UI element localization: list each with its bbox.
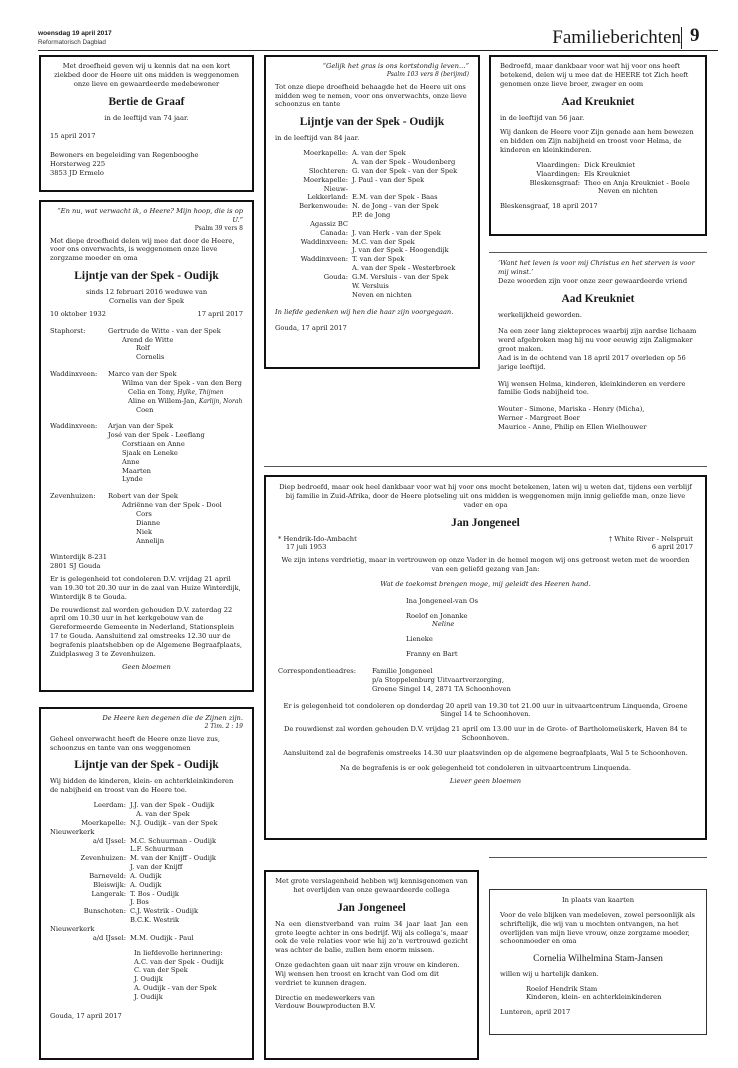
signature-line: Werner - Margreet Boer	[498, 414, 580, 423]
family-group	[50, 492, 243, 545]
life-dates	[278, 543, 693, 552]
relative-name: M.C. van der Spek	[352, 237, 415, 246]
relative-place: Moerkapelle:	[303, 149, 348, 158]
family-member: Adriënne van der Spek - Dool	[122, 501, 222, 510]
notice-text: Voor de vele blijken van medeleven, zowel persoonlijk als schriftelijk, die wij van u mochten ontvangen, na het overlijden van mijn lieve vrouw, onze zorgzame moeder, schoonmoeder en oma	[500, 910, 695, 946]
funeral-service-info: De rouwdienst zal worden gehouden D.V. vrijdag 21 april om 13.00 uur in de Grote- of Bartholomeüskerk, Haven 84 te Schoonhoven.	[283, 725, 688, 743]
after-burial-info: Na de begrafenis is er ook gelegenheid tot condoleren in uitvaartcentrum Linquenda.	[339, 763, 632, 772]
signature-line: Roelof Hendrik Stam	[526, 984, 598, 993]
family-place: Staphorst:	[50, 326, 86, 335]
family-member: Roelof en Jonanke	[406, 611, 468, 620]
notice-age: in de leeftijd van 84 jaar.	[275, 134, 360, 143]
relative-name: J. Bos	[130, 898, 149, 907]
relative-place: Leerdam:	[93, 801, 126, 810]
family-member: Cornelis	[136, 353, 165, 362]
relative-place: a/d IJssel:	[92, 933, 126, 942]
address-line: Familie Jongeneel	[372, 667, 433, 676]
relative-name: C.J. Westrik - Oudijk	[130, 907, 199, 916]
notice-intro: Tot onze diepe droefheid behaagde het de Heere uit ons midden weg te nemen, voor ons onverwachts, onze lieve schoonzus en tante	[275, 82, 467, 109]
signature-line: Kinderen, klein- en achterkleinkinderen	[526, 993, 662, 1002]
notice-lijntje-family	[39, 200, 254, 692]
signature-line: Bewoners en begeleiding van Regenbooghe	[50, 151, 199, 160]
family-member: Aline en Willem-Jan,	[128, 396, 197, 405]
relative-name: T. van der Spek	[352, 255, 405, 264]
column-divider	[264, 466, 707, 467]
family-member: Ina Jongeneel-van Os	[406, 596, 479, 605]
signature-line: Maurice - Anne, Philip en Ellen Wielhouwer	[498, 423, 647, 432]
notice-stam-jansen-thanks	[489, 889, 707, 1035]
relatives-list	[50, 801, 243, 943]
memory-list	[50, 949, 243, 1002]
deceased-name: Bertie de Graaf	[108, 95, 185, 108]
issue-date: woensdag 19 april 2017	[38, 30, 112, 37]
relative-name: J. van der Spek - Hoogendijk	[352, 246, 449, 255]
relative-name: M.C. Schuurman - Oudijk	[130, 836, 217, 845]
funeral-service-info: De rouwdienst zal worden gehouden D.V. zaterdag 22 april om 10.30 uur in het kerkgebouw van de Gereformeerde Gemeente in Nederland, Stationsplein 17 te Gouda. Aansluitend zal omstreeks 12.30 uur de begrafenis plaatshebben op de Algemene Begraafplaats, Zuidplasweg 3 te Zevenhuizen.	[50, 605, 243, 658]
closing-note: Geen bloemen	[122, 662, 171, 671]
notice-age: in de leeftijd van 74 jaar.	[104, 113, 189, 122]
relative-place: Agassiz BC	[310, 219, 348, 228]
relative-place: Bunschoten:	[83, 907, 126, 916]
family-group	[50, 370, 243, 414]
deceased-name: Jan Jongeneel	[451, 516, 520, 529]
relative-name: Theo en Anja Kreukniet - Boele	[584, 178, 690, 187]
notice-text: Na een dienstverband van ruim 34 jaar laat Jan een grote leegte achter in ons bedrijf. Wij als collega’s, maar ook de vele relaties voor wie hij zo’n vertrouwd gezicht was achter de balie, zullen hem enorm missen.	[275, 919, 468, 955]
relative-name: N. de Jong - van der Spek	[352, 202, 439, 211]
relatives-list	[500, 161, 696, 196]
relative-name: J. van Herk - van der Spek	[352, 228, 441, 237]
notice-place-date: Lunteren, april 2017	[500, 1008, 571, 1017]
page-number: 9	[690, 25, 700, 46]
relative-place: Moerkapelle:	[303, 175, 348, 184]
notice-signature: Gouda, 17 april 2017	[275, 324, 347, 333]
relative-place: Bleskensgraaf:	[529, 178, 580, 187]
deceased-name: Lijntje van der Spek - Oudijk	[74, 759, 219, 772]
death-date: 6 april 2017	[651, 543, 693, 552]
notice-intro: Diep bedroefd, maar ook heel dankbaar voor wat hij voor ons mocht betekenen, laten wij u weten dat, tijdens een verblijf bij familie in Zuid-Afrika, door de Heere plotseling uit ons midden is weggenomen mijn innig geliefde man, onze lieve vader en opa	[279, 483, 692, 509]
relative-place: Nieuw-	[323, 184, 348, 193]
signature-line: Wouter - Simone, Mariska - Henry (Micha),	[498, 405, 645, 414]
relative-name: J. Paul - van der Spek	[352, 175, 425, 184]
family-list	[278, 597, 693, 659]
notice-signature: Gouda, 17 april 2017	[50, 1011, 122, 1020]
family-member: Dianne	[136, 518, 161, 527]
relative-place: Barneveld:	[89, 871, 126, 880]
family-member: Neline	[432, 620, 455, 629]
relative-name: J. van der Knijff	[130, 863, 183, 872]
relative-name: Neven en nichten	[598, 187, 658, 196]
family-member: Annelijn	[136, 536, 165, 545]
family-member: Corstiaan en Anne	[122, 440, 185, 449]
notice-age: in de leeftijd van 56 jaar.	[500, 113, 585, 122]
life-dates	[50, 310, 243, 319]
address-line: p/a Stoppelenburg Uitvaartverzorging,	[372, 675, 504, 684]
signature-line: 3853 JD Ermelo	[50, 168, 104, 177]
notice-text: Wij wensen Helma, kinderen, kleinkinderen en verdere familie Gods nabijheid toe.	[498, 379, 686, 397]
deceased-name: Jan Jongeneel	[337, 901, 406, 914]
family-member: Lieneke	[406, 635, 433, 644]
notice-intro: Met grote verslagenheid hebben wij kennisgenomen van het overlijden van onze gewaardeerde collega	[275, 877, 468, 894]
deceased-name: Aad Kreukniet	[561, 292, 635, 305]
family-member: Celia en Tony,	[128, 387, 176, 396]
memory-name: J. Oudijk	[134, 975, 163, 984]
burial-info: Aansluitend zal de begrafenis omstreeks 14.30 uur plaatsvinden op de algemene begraafplaats, Wal 5 te Schoonhoven.	[283, 748, 688, 757]
relative-place: a/d IJssel:	[92, 836, 126, 845]
relative-name: W. Versluis	[352, 281, 389, 290]
relative-name: A. van der Spek - Woudenberg	[352, 158, 456, 167]
notice-intro: Geheel onverwacht heeft de Heere onze lieve zus, schoonzus en tante van ons weggenomen	[50, 734, 220, 752]
memory-name: C. van der Spek	[134, 966, 188, 975]
widow-of: sinds 12 februari 2016 weduwe van	[85, 288, 208, 297]
family-member: Anne	[122, 457, 140, 466]
quote-reference: Psalm 39 vers 8	[194, 224, 243, 232]
family-member: Sjaak en Leneke	[122, 448, 178, 457]
notice-text: Wij bidden de kinderen, klein- en achterkleinkinderen de nabijheid en troost van de Heere toe.	[50, 777, 234, 795]
address-line: 2801 SJ Gouda	[50, 562, 101, 571]
birth-place: * Hendrik-Ido-Ambacht	[278, 534, 357, 543]
family-member: Cors	[136, 510, 152, 519]
death-place: † White River - Nelspruit	[608, 534, 693, 543]
relative-name: P.P. de Jong	[352, 211, 391, 220]
deceased-name: Lijntje van der Spek - Oudijk	[299, 116, 445, 129]
header-rule	[38, 50, 718, 51]
family-group	[50, 327, 243, 362]
notice-date: 15 april 2017	[50, 132, 96, 141]
notice-jan-jongeneel-colleagues	[264, 870, 479, 1060]
family-member: Niek	[136, 527, 153, 536]
notice-text: Na een zeer lang ziekteproces waarbij zijn aardse lichaam werd afgebroken mag hij nu voor eeuwig zijn Zaligmaker groot maken.	[498, 327, 697, 354]
deceased-name: Cornelia Wilhelmina Stam-Jansen	[533, 954, 663, 965]
family-member: Coen	[136, 405, 154, 414]
relative-place: Slochteren:	[308, 166, 348, 175]
newspaper-name: Reformatorisch Dagblad	[38, 38, 106, 46]
notice-bertie-de-graaf	[39, 55, 254, 192]
relative-place: Nieuwerkerk	[50, 827, 95, 836]
family-member: Lynde	[122, 475, 143, 484]
family-member: Wilma van der Spek - van den Berg	[122, 378, 242, 387]
notice-signature	[50, 151, 243, 178]
quote-reference: 2 Tim. 2 : 19	[204, 722, 243, 730]
notice-lijntje-siblings	[39, 707, 254, 1060]
relative-name: Dick Kreukniet	[584, 160, 636, 169]
notice-intro: Met diepe droefheid delen wij mee dat door de Heere, voor ons onverwachts, is weggenomen onze lieve zorgzame moeder en oma	[50, 236, 235, 263]
family-place: Waddinxveen:	[50, 370, 98, 379]
relative-place: Langerak:	[91, 889, 126, 898]
relative-name: N.J. Oudijk - van der Spek	[130, 818, 218, 827]
relative-place: Canada:	[320, 228, 348, 237]
family-member: Maarten	[122, 466, 151, 475]
death-date: 17 april 2017	[197, 309, 243, 318]
relative-place: Vlaardingen:	[536, 160, 580, 169]
family-place: Waddinxveen:	[50, 422, 98, 431]
notice-text: We zijn intens verdrietig, maar in vertrouwen op onze Vader in de hemel mogen wij ons getroost weten met de woorden van een geliefd gezang van Jan:	[281, 556, 690, 574]
relative-name: G. van der Spek - van der Spek	[352, 166, 458, 175]
family-member: José van der Spek - Leeflang	[108, 431, 205, 440]
relative-name: E.M. van der Spek - Baas	[352, 193, 438, 202]
page-header-left	[38, 30, 112, 47]
address-line: Winterdijk 8-231	[50, 553, 107, 562]
family-member: Rolf	[136, 344, 150, 353]
correspondence-address	[278, 667, 693, 694]
family-member: Robert van der Spek	[108, 492, 178, 501]
relative-name: A. van der Spek	[352, 149, 406, 158]
memory-name: J. Oudijk	[134, 992, 163, 1001]
grandchildren: Karlijn, Norah	[198, 397, 243, 405]
relative-name: Neven en nichten	[352, 290, 412, 299]
signature-line: Verdouw Bouwproducten B.V.	[275, 1002, 376, 1011]
notice-jan-jongeneel-family	[264, 475, 707, 840]
bible-quote: “En nu, wat verwacht ik, o Heere? Mijn hoop, die is op U.”	[57, 207, 243, 224]
family-place: Zevenhuizen:	[50, 492, 96, 501]
notice-text: Onze gedachten gaan uit naar zijn vrouw en kinderen. Wij wensen hen troost en kracht van God om dit verdriet te kunnen dragen.	[275, 961, 460, 987]
notice-signature	[498, 405, 698, 432]
family-member: Franny en Bart	[406, 650, 458, 659]
notice-aad-kreukniet-friends	[489, 252, 707, 454]
memory-name: A.C. van der Spek - Oudijk	[134, 957, 224, 966]
relative-name: A. van der Spek - Westerbroek	[352, 264, 456, 273]
relative-place: Lekkerland:	[307, 193, 348, 202]
notice-text: werkelijkheid geworden.	[498, 310, 582, 319]
relative-place: Berkenwoude:	[299, 202, 348, 211]
relative-place: Waddinxveen:	[300, 255, 348, 264]
header-divider	[681, 27, 682, 49]
notice-intro: Deze woorden zijn voor onze zeer gewaardeerde vriend	[498, 276, 688, 285]
relative-name: Els Kreukniet	[584, 169, 631, 178]
bible-quote: De Heere ken degenen die de Zijnen zijn.	[102, 714, 243, 722]
address-line: Groene Singel 14, 2871 TA Schoonhoven	[372, 684, 511, 693]
quote-reference: Psalm 103 vers 8 (berijmd)	[386, 70, 469, 78]
notice-signature	[275, 994, 468, 1012]
grandchildren: Hylke, Thijmen	[177, 388, 224, 396]
memorial-line: In liefde gedenken wij hen die haar zijn voorgegaan.	[275, 307, 454, 316]
section-title: Familieberichten	[552, 27, 681, 48]
signature-line: Horsterweg 225	[50, 160, 106, 169]
relative-place: Nieuwerkerk	[50, 924, 95, 933]
deceased-name: Lijntje van der Spek - Oudijk	[74, 270, 219, 283]
notice-signature	[500, 985, 696, 1003]
birth-date: 17 juli 1953	[286, 543, 327, 552]
notice-text: Wij danken de Heere voor Zijn genade aan hem bewezen en bidden om Zijn nabijheid en troost voor Helma, de kinderen en kleinkinderen.	[500, 128, 694, 155]
column-divider	[489, 857, 707, 858]
family-member: Arjan van der Spek	[108, 422, 174, 431]
condolence-info: Er is gelegenheid tot condoleren D.V. vrijdag 21 april van 19.30 tot 20.30 uur in de zaal van Huize Winterdijk, Winterdijk 8 te Gouda.	[50, 575, 241, 601]
relative-name: A. Oudijk	[130, 880, 162, 889]
bible-quote: “Gelijk het gras is ons kortstondig leven…”	[322, 62, 469, 70]
relative-name: G.M. Versluis - van der Spek	[352, 272, 449, 281]
relatives-list	[275, 149, 469, 299]
relative-name: J.J. van der Spek - Oudijk	[130, 801, 215, 810]
relative-place: Moerkapelle:	[81, 818, 126, 827]
notice-lijntje-inlaws	[264, 55, 480, 369]
notice-intro: Bedroefd, maar dankbaar voor wat hij voor ons heeft betekend, delen wij u mee dat de HEERE tot Zich heeft genomen onze lieve broer, zwager en oom	[500, 62, 689, 88]
family-member: Gertrude de Witte - van der Spek	[108, 326, 221, 335]
birth-date: 10 oktober 1932	[50, 309, 107, 318]
notice-text: Aad is in de ochtend van 18 april 2017 overleden op 56 jarige leeftijd.	[498, 353, 686, 371]
notice-text: willen wij u hartelijk danken.	[500, 969, 599, 978]
relative-name: A. Oudijk	[130, 871, 162, 880]
relative-name: A. van der Spek	[136, 810, 190, 819]
relative-name: B.C.K. Westrik	[130, 916, 180, 925]
relative-name: T. Bos - Oudijk	[130, 889, 179, 898]
hymn-quote: Wat de toekomst brengen moge, mij geleidt des Heeren hand.	[380, 579, 591, 588]
relative-place: Vlaardingen:	[536, 169, 580, 178]
relative-place: Gouda:	[323, 272, 348, 281]
condolence-info: Er is gelegenheid tot condoleren op donderdag 20 april van 19.30 tot 21.00 uur in uitvaartcentrum Linquenda, Groene Singel 14 te Schoonhoven.	[283, 701, 688, 719]
bible-quote: ‘Want het leven is voor mij Christus en het sterven is voor mij winst.’	[498, 259, 695, 276]
notice-signature: Bleskensgraaf, 18 april 2017	[500, 202, 598, 211]
signature-line: Directie en medewerkers van	[275, 993, 375, 1002]
memory-title: In liefdevolle herinnering:	[134, 948, 223, 957]
relative-name: L.F. Schuurman	[130, 845, 184, 854]
spouse-name: Cornelis van der Spek	[108, 297, 185, 306]
deceased-name: Aad Kreukniet	[561, 95, 635, 108]
relative-place: Bleiswijk:	[93, 880, 126, 889]
notice-heading: In plaats van kaarten	[561, 896, 635, 904]
relative-place: Waddinxveen:	[300, 237, 348, 246]
address-label: Correspondentieadres:	[278, 667, 356, 676]
relative-name: M. van der Knijff - Oudijk	[130, 854, 216, 863]
family-group	[50, 422, 243, 484]
life-dates	[278, 535, 693, 544]
home-address	[50, 553, 243, 571]
memory-name: A. Oudijk - van der Spek	[134, 984, 217, 993]
notice-aad-kreukniet-family	[489, 55, 707, 236]
notice-intro: Met droefheid geven wij u kennis dat na een kort ziekbed door de Heere uit ons midden is weggenomen onze lieve en gewaardeerde medebewoner	[54, 62, 239, 88]
family-member: Marco van der Spek	[108, 370, 177, 379]
relative-place: Zevenhuizen:	[80, 854, 126, 863]
family-member: Arend de Witte	[122, 335, 174, 344]
relative-name: M.M. Oudijk - Paul	[130, 933, 194, 942]
closing-note: Liever geen bloemen	[449, 776, 522, 785]
